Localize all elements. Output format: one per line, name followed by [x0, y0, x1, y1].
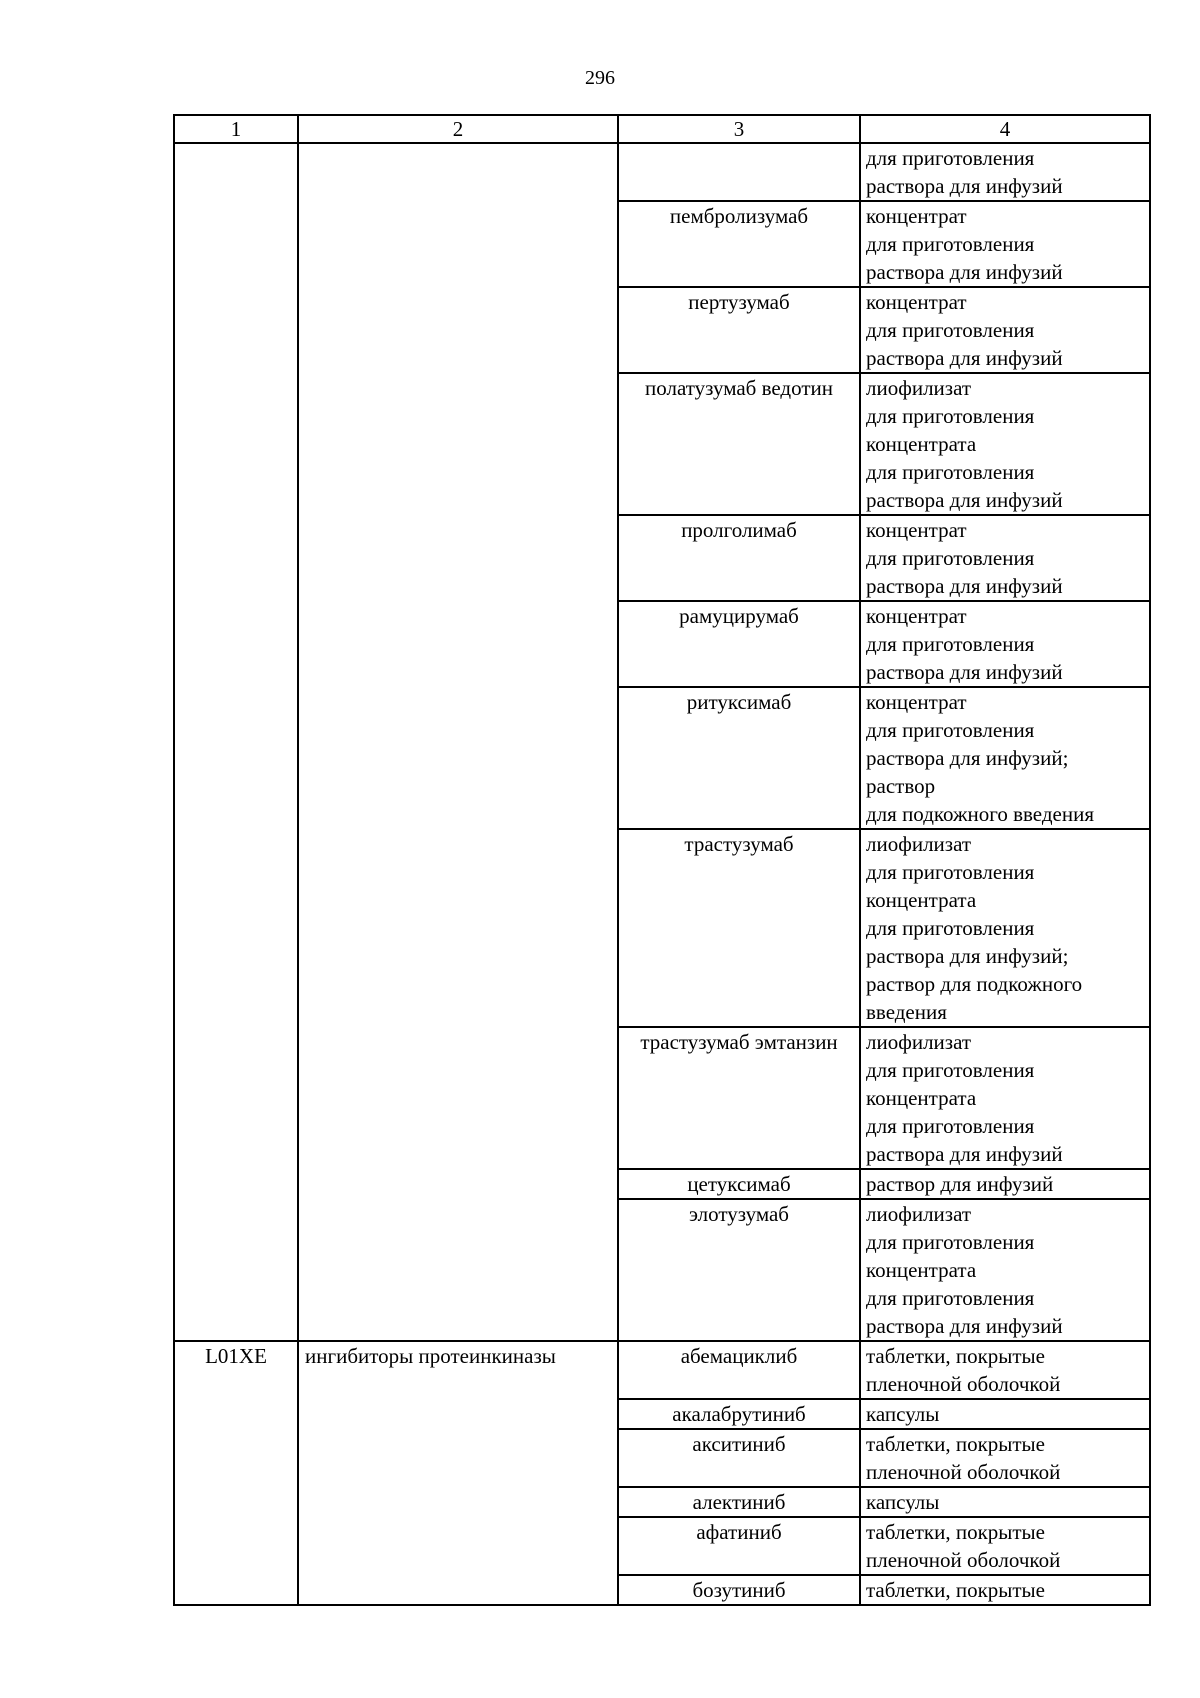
dosage-form-line: пленочной оболочкой [866, 1460, 1061, 1484]
dosage-form-cell [860, 1199, 1150, 1341]
drug-name-cell: алектиниб [618, 1487, 860, 1517]
dosage-form-line: для приготовления [866, 404, 1035, 428]
dosage-form-line: таблетки, покрытые [866, 1344, 1045, 1368]
drug-name-cell [618, 143, 860, 201]
drug-name-cell: ритуксимаб [618, 687, 860, 829]
drug-name-cell: рамуцирумаб [618, 601, 860, 687]
dosage-form-cell [860, 687, 1150, 829]
dosage-form-cell [860, 1517, 1150, 1575]
dosage-form-line: для приготовления [866, 1230, 1035, 1254]
dosage-form-line: лиофилизат [866, 1030, 972, 1054]
dosage-form-cell [860, 287, 1150, 373]
page-number: 296 [585, 67, 615, 89]
drug-name-cell: трастузумаб [618, 829, 860, 1027]
dosage-form-line: раствора для инфузий [866, 346, 1063, 370]
dosage-form-line: раствора для инфузий; [866, 944, 1069, 968]
dosage-form-line: таблетки, покрытые [866, 1520, 1045, 1544]
dosage-form-line: концентрат [866, 204, 967, 228]
dosage-form-line: раствора для инфузий [866, 1142, 1063, 1166]
dosage-form-line: для приготовления [866, 546, 1035, 570]
dosage-form-line: раствор [866, 774, 936, 798]
dosage-form-cell [860, 515, 1150, 601]
drug-name-cell: абемациклиб [618, 1341, 860, 1399]
dosage-form-line: лиофилизат [866, 1202, 972, 1226]
dosage-form-cell [860, 1575, 1150, 1605]
dosage-form-line: концентрат [866, 604, 967, 628]
dosage-form-line: для приготовления [866, 146, 1035, 170]
dosage-form-cell [860, 1169, 1150, 1199]
drug-name-cell: пролголимаб [618, 515, 860, 601]
dosage-form-line: для приготовления [866, 232, 1035, 256]
dosage-form-line: раствора для инфузий [866, 1314, 1063, 1338]
dosage-form-line: раствора для инфузий [866, 574, 1063, 598]
dosage-form-line: раствора для инфузий [866, 174, 1063, 198]
table-header-row [174, 115, 1150, 143]
group-name-cell [298, 143, 618, 1341]
dosage-form-cell [860, 1027, 1150, 1169]
dosage-form-line: раствор для инфузий [866, 1172, 1054, 1196]
dosage-form-line: раствора для инфузий; [866, 746, 1069, 770]
dosage-form-line: раствора для инфузий [866, 260, 1063, 284]
dosage-form-line: капсулы [866, 1490, 940, 1514]
drug-name-cell: пембролизумаб [618, 201, 860, 287]
dosage-form-line: капсулы [866, 1402, 940, 1426]
dosage-form-cell [860, 829, 1150, 1027]
dosage-form-line: раствора для инфузий [866, 660, 1063, 684]
dosage-form-line: таблетки, покрытые [866, 1578, 1045, 1602]
dosage-form-line: для приготовления [866, 916, 1035, 940]
dosage-form-line: пленочной оболочкой [866, 1548, 1061, 1572]
dosage-form-cell [860, 1429, 1150, 1487]
dosage-form-line: концентрат [866, 690, 967, 714]
dosage-form-line: для приготовления [866, 460, 1035, 484]
dosage-form-cell [860, 201, 1150, 287]
dosage-form-line: концентрат [866, 290, 967, 314]
drug-name-cell: цетуксимаб [618, 1169, 860, 1199]
dosage-form-line: введения [866, 1000, 947, 1024]
dosage-form-line: для приготовления [866, 1286, 1035, 1310]
dosage-form-cell [860, 373, 1150, 515]
atc-code-cell [174, 143, 298, 1341]
dosage-form-line: для подкожного введения [866, 802, 1094, 826]
dosage-form-line: для приготовления [866, 1058, 1035, 1082]
dosage-form-line: концентрата [866, 1258, 977, 1282]
dosage-form-line: концентрата [866, 1086, 977, 1110]
table-row [174, 143, 1150, 201]
header-col-2: 2 [298, 115, 618, 143]
header-col-3: 3 [618, 115, 860, 143]
dosage-form-cell [860, 143, 1150, 201]
drug-name-cell: акалабрутиниб [618, 1399, 860, 1429]
dosage-form-line: пленочной оболочкой [866, 1372, 1061, 1396]
dosage-form-line: концентрат [866, 518, 967, 542]
drug-name-cell: афатиниб [618, 1517, 860, 1575]
dosage-form-line: раствора для инфузий [866, 488, 1063, 512]
header-col-1: 1 [174, 115, 298, 143]
dosage-form-line: раствор для подкожного [866, 972, 1083, 996]
atc-code-cell: L01XE [174, 1341, 298, 1605]
drug-name-cell: бозутиниб [618, 1575, 860, 1605]
group-name-cell: ингибиторы протеинкиназы [298, 1341, 618, 1605]
dosage-form-cell [860, 1341, 1150, 1399]
dosage-form-line: лиофилизат [866, 376, 972, 400]
table-row [174, 1341, 1150, 1399]
drug-table [173, 114, 1151, 1606]
drug-name-cell: трастузумаб эмтанзин [618, 1027, 860, 1169]
drug-name-cell: полатузумаб ведотин [618, 373, 860, 515]
dosage-form-line: для приготовления [866, 718, 1035, 742]
dosage-form-line: для приготовления [866, 860, 1035, 884]
dosage-form-line: лиофилизат [866, 832, 972, 856]
dosage-form-cell [860, 1399, 1150, 1429]
dosage-form-line: концентрата [866, 432, 977, 456]
dosage-form-line: для приготовления [866, 632, 1035, 656]
dosage-form-line: концентрата [866, 888, 977, 912]
drug-name-cell: акситиниб [618, 1429, 860, 1487]
drug-name-cell: элотузумаб [618, 1199, 860, 1341]
dosage-form-line: для приготовления [866, 1114, 1035, 1138]
dosage-form-cell [860, 601, 1150, 687]
header-col-4: 4 [860, 115, 1150, 143]
dosage-form-cell [860, 1487, 1150, 1517]
dosage-form-line: для приготовления [866, 318, 1035, 342]
dosage-form-line: таблетки, покрытые [866, 1432, 1045, 1456]
drug-name-cell: пертузумаб [618, 287, 860, 373]
